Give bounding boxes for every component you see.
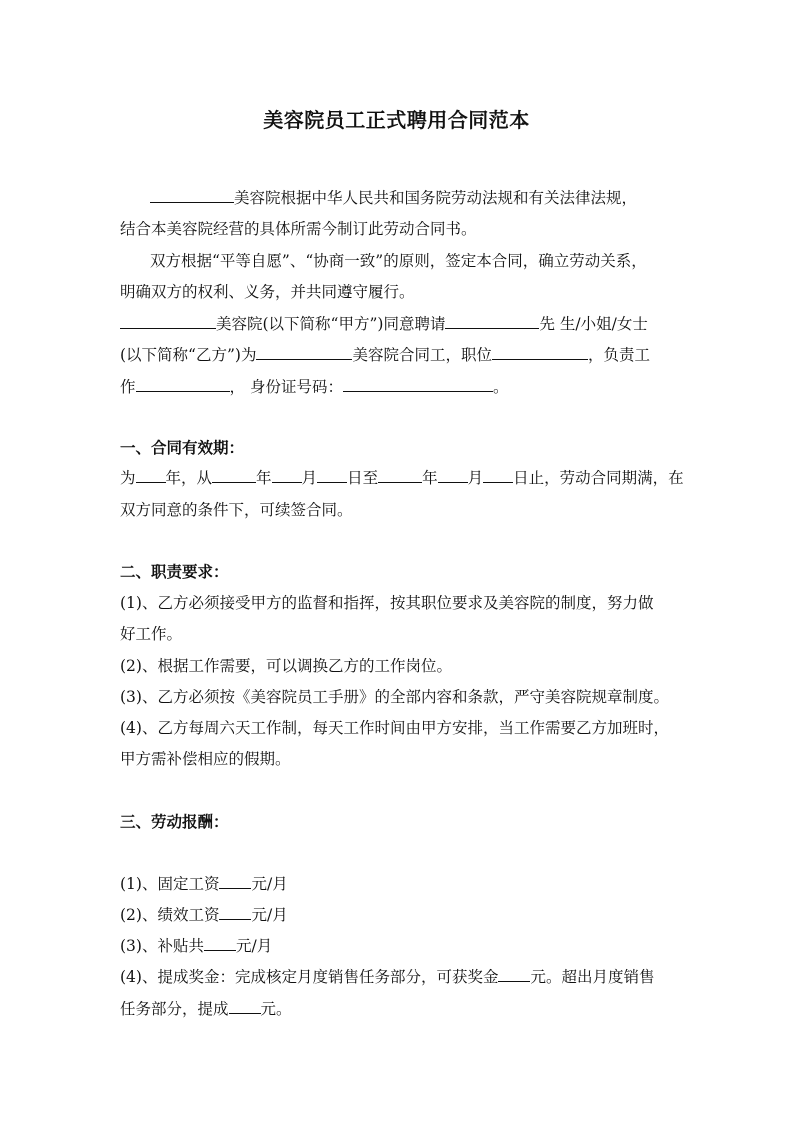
id-number-blank[interactable] [343, 376, 493, 392]
fixed-salary-line: (1)、固定工资 元/月 [120, 875, 288, 893]
section2-item: 甲方需补偿相应的假期。 [120, 750, 291, 768]
allowance-blank[interactable] [204, 935, 236, 951]
fixed-salary-blank[interactable] [219, 873, 251, 889]
start-month-blank[interactable] [272, 467, 302, 483]
section2-item: 好工作。 [120, 625, 183, 643]
section2-item: (4)、乙方每周六天工作制，每天工作时间由甲方安排，当工作需要乙方加班时， [120, 719, 669, 737]
intro-line-1: 美容院根据中华人民共和国务院劳动法规和有关法律法规， [120, 186, 680, 208]
party-b-name-blank[interactable] [445, 313, 539, 329]
section2-item: (3)、乙方必须按《美容院员工手册》的全部内容和条款，严守美容院规章制度。 [120, 688, 669, 706]
job-duty-blank[interactable] [136, 376, 230, 392]
end-month-blank[interactable] [438, 467, 468, 483]
section1-line-1: 为 年，从 年 月 日至 年 月 日止，劳动合同期满，在 [120, 469, 684, 487]
commission-blank[interactable] [229, 998, 261, 1014]
start-year-blank[interactable] [212, 467, 256, 483]
start-day-blank[interactable] [317, 467, 347, 483]
allowance-line: (3)、补贴共 元/月 [120, 937, 273, 955]
party-a-name-blank[interactable] [120, 313, 216, 329]
end-day-blank[interactable] [483, 467, 513, 483]
section3-heading: 三、劳动报酬： [120, 812, 229, 831]
commission-line: 任务部分，提成 元。 [120, 1000, 292, 1018]
document-title: 美容院员工正式聘用合同范本 [263, 108, 530, 132]
beauty-salon-name-blank[interactable] [150, 187, 234, 203]
section1-line-2: 双方同意的条件下，可续签合同。 [120, 501, 353, 519]
intro-line-6: (以下简称“乙方”)为 美容院合同工，职位 ，负责工 [120, 346, 650, 364]
salon-name-blank-2[interactable] [256, 344, 352, 360]
section2-item: (1)、乙方必须接受甲方的监督和指挥，按其职位要求及美容院的制度，努力做 [120, 594, 654, 612]
section1-heading: 一、合同有效期： [120, 438, 245, 457]
section2-heading: 二、职责要求： [120, 562, 229, 581]
bonus-line: (4)、提成奖金：完成核定月度销售任务部分，可获奖金 元。超出月度销售 [120, 968, 655, 986]
intro-line-7: 作 ， 身份证号码： 。 [120, 378, 509, 396]
performance-salary-line: (2)、绩效工资 元/月 [120, 906, 288, 924]
intro-line-3: 双方根据“平等自愿”、“协商一致”的原则，签定本合同，确立劳动关系， [150, 252, 647, 270]
performance-salary-blank[interactable] [219, 904, 251, 920]
position-blank[interactable] [492, 344, 588, 360]
intro-line-2: 结合本美容院经营的具体所需今制订此劳动合同书。 [120, 220, 477, 238]
bonus-blank[interactable] [498, 966, 530, 982]
end-year-blank[interactable] [378, 467, 422, 483]
intro-line-4: 明确双方的权利、义务，并共同遵守履行。 [120, 283, 415, 301]
section2-item: (2)、根据工作需要，可以调换乙方的工作岗位。 [120, 657, 452, 675]
years-blank[interactable] [136, 467, 166, 483]
intro-line-5: 美容院(以下简称“甲方”)同意聘请 先 生/小姐/女士 [120, 312, 680, 334]
